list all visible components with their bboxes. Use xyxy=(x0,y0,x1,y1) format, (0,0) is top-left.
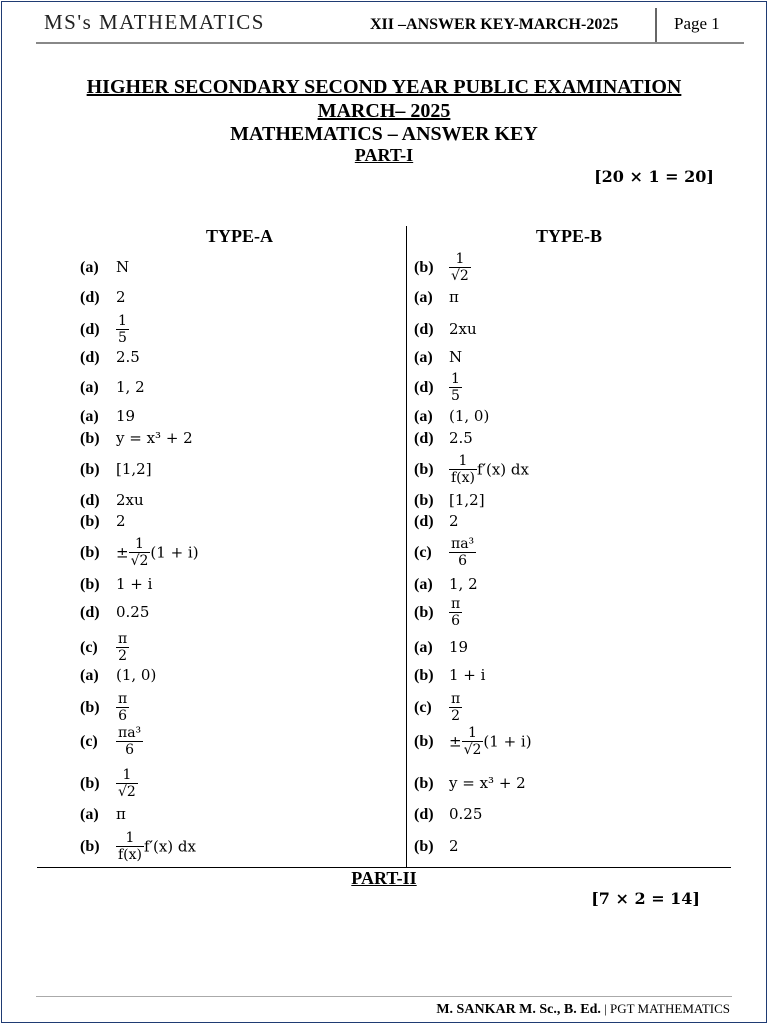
fraction-numerator: 1 xyxy=(122,767,132,783)
answer-value xyxy=(116,631,129,664)
answer-value: 2xu xyxy=(449,320,477,338)
answer-option-label: (a) xyxy=(414,408,433,425)
answer-value: 0.25 xyxy=(449,805,483,823)
answer-option-label: (b) xyxy=(80,513,100,530)
fraction-denominator: 5 xyxy=(118,330,127,346)
answer-option-label: (b) xyxy=(414,604,434,621)
answer-suffix: (1 + i) xyxy=(483,732,532,751)
answer-fraction xyxy=(449,596,462,629)
answer-value: 2.5 xyxy=(449,429,473,447)
answer-value xyxy=(449,596,462,629)
answer-value xyxy=(449,536,476,569)
part-one-marks: [20 × 1 = 20] xyxy=(594,167,714,186)
fraction-denominator: 5 xyxy=(451,388,460,404)
answer-value: 19 xyxy=(116,407,136,425)
answer-value: 1, 2 xyxy=(449,575,478,593)
answer-value: 19 xyxy=(449,638,469,656)
fraction-denominator: 6 xyxy=(449,552,476,569)
fraction-denominator: √2 xyxy=(463,742,482,758)
answer-option-label: (d) xyxy=(80,492,100,509)
answer-option-label: (b) xyxy=(80,838,100,855)
answer-value xyxy=(116,830,196,863)
fraction-numerator: π xyxy=(118,691,128,707)
answer-option-label: (a) xyxy=(414,639,433,656)
answer-value: (1, 0) xyxy=(116,666,157,684)
fraction-numerator: 1 xyxy=(458,453,468,469)
page-number: Page 1 xyxy=(674,14,720,33)
answer-value xyxy=(449,371,462,404)
exam-title: HIGHER SECONDARY SECOND YEAR PUBLIC EXAMINATION xyxy=(86,76,682,98)
answer-option-label: (d) xyxy=(414,806,434,823)
answer-option-label: (b) xyxy=(80,699,100,716)
column-divider xyxy=(406,226,407,868)
fraction-denominator: 6 xyxy=(116,707,129,724)
answer-option-label: (b) xyxy=(414,775,434,792)
footer xyxy=(436,1001,730,1018)
answer-option-label: (b) xyxy=(414,667,434,684)
fraction-numerator: πa³ xyxy=(451,536,475,552)
exam-session: MARCH– 2025 xyxy=(317,100,451,122)
fraction-numerator: 1 xyxy=(451,371,460,387)
fraction-denominator: √2 xyxy=(451,268,469,284)
footer-rule xyxy=(36,996,732,997)
answer-option-label: (d) xyxy=(80,349,100,366)
answer-fraction xyxy=(116,830,144,863)
subject-title: MATHEMATICS – ANSWER KEY xyxy=(230,123,538,145)
answer-option-label: (d) xyxy=(80,604,100,621)
answer-option-label: (a) xyxy=(80,408,99,425)
header-divider xyxy=(655,8,657,42)
answer-option-label: (c) xyxy=(80,733,98,750)
type-a-heading: TYPE-A xyxy=(206,226,273,246)
fraction-numerator: πa³ xyxy=(118,725,142,741)
answer-value xyxy=(116,691,129,724)
fraction-denominator: 2 xyxy=(449,707,462,724)
fraction-denominator: 6 xyxy=(116,741,143,758)
answer-option-label: (a) xyxy=(414,289,433,306)
fraction-numerator: 1 xyxy=(468,725,477,741)
answer-fraction xyxy=(116,691,129,724)
author-name: M. SANKAR M. Sc., B. Ed. xyxy=(436,1002,601,1017)
answer-option-label: (b) xyxy=(80,461,100,478)
fraction-numerator: π xyxy=(451,691,461,707)
answer-value: [1,2] xyxy=(449,491,485,509)
answer-value xyxy=(116,536,199,569)
answer-option-label: (b) xyxy=(414,733,434,750)
answer-fraction xyxy=(449,453,477,486)
answer-suffix: (1 + i) xyxy=(150,543,199,562)
answer-option-label: (a) xyxy=(414,576,433,593)
author-role: PGT MATHEMATICS xyxy=(609,1001,730,1016)
answer-fraction xyxy=(129,536,151,569)
answer-option-label: (d) xyxy=(414,321,434,338)
header-rule xyxy=(36,42,744,44)
answer-option-label: (a) xyxy=(414,349,433,366)
answer-fraction xyxy=(116,313,129,346)
answer-value xyxy=(449,725,532,758)
brand-title: MS's MATHEMATICS xyxy=(44,10,265,34)
answer-value: 0.25 xyxy=(116,603,150,621)
type-b-heading: TYPE-B xyxy=(536,226,603,246)
answer-option-label: (c) xyxy=(414,544,432,561)
answer-option-label: (b) xyxy=(414,838,434,855)
answer-value: 2xu xyxy=(116,491,144,509)
answer-value: y = x³ + 2 xyxy=(116,429,193,447)
answer-option-label: (c) xyxy=(414,699,432,716)
answer-value: 2 xyxy=(449,512,459,530)
answer-fraction xyxy=(449,691,462,724)
answer-value: y = x³ + 2 xyxy=(449,774,526,792)
answer-value xyxy=(116,313,129,346)
answer-value xyxy=(449,453,529,486)
answer-value: 2 xyxy=(449,837,459,855)
answer-option-label: (d) xyxy=(414,430,434,447)
answer-fraction xyxy=(116,725,143,758)
answer-option-label: (a) xyxy=(80,259,99,276)
answer-fraction xyxy=(116,767,138,800)
answer-option-label: (b) xyxy=(80,430,100,447)
answer-value: 2 xyxy=(116,288,126,306)
fraction-numerator: π xyxy=(118,631,128,647)
fraction-numerator: 1 xyxy=(118,313,127,329)
answer-option-label: (a) xyxy=(80,667,99,684)
answer-option-label: (c) xyxy=(80,639,98,656)
part-one-heading: PART-I xyxy=(354,145,414,165)
answer-value xyxy=(449,251,471,284)
answer-value: N xyxy=(449,348,463,366)
document-title: XII –ANSWER KEY-MARCH-2025 xyxy=(370,16,619,33)
answer-suffix: f′(x) dx xyxy=(477,460,529,479)
answer-prefix: ± xyxy=(449,732,462,751)
answer-value: N xyxy=(116,258,130,276)
answer-value: 2.5 xyxy=(116,348,140,366)
answer-suffix: f′(x) dx xyxy=(144,837,196,856)
answer-option-label: (d) xyxy=(80,321,100,338)
fraction-denominator: f(x) xyxy=(451,470,476,486)
answer-option-label: (b) xyxy=(414,259,434,276)
answer-value: 2 xyxy=(116,512,126,530)
answer-fraction xyxy=(462,725,484,758)
answer-option-label: (d) xyxy=(414,513,434,530)
fraction-denominator: √2 xyxy=(130,553,149,569)
fraction-numerator: 1 xyxy=(125,830,135,846)
footer-separator: | xyxy=(604,1001,607,1016)
answer-value xyxy=(116,725,143,758)
answer-option-label: (a) xyxy=(80,806,99,823)
part-two-marks: [7 × 2 = 14] xyxy=(591,889,700,908)
answer-option-label: (d) xyxy=(80,289,100,306)
fraction-denominator: f(x) xyxy=(118,847,143,863)
answer-option-label: (a) xyxy=(80,379,99,396)
answer-value xyxy=(449,691,462,724)
answer-value: (1, 0) xyxy=(449,407,490,425)
fraction-numerator: 1 xyxy=(455,251,465,267)
answer-option-label: (b) xyxy=(414,492,434,509)
answer-fraction xyxy=(116,631,129,664)
answer-option-label: (b) xyxy=(80,544,100,561)
answer-option-label: (b) xyxy=(414,461,434,478)
fraction-denominator: 6 xyxy=(449,612,462,629)
answer-value: π xyxy=(449,288,459,306)
fraction-numerator: 1 xyxy=(135,536,144,552)
fraction-denominator: 2 xyxy=(116,647,129,664)
answer-option-label: (b) xyxy=(80,576,100,593)
answer-prefix: ± xyxy=(116,543,129,562)
answer-value: 1 + i xyxy=(116,575,153,593)
answer-value xyxy=(116,767,138,800)
answer-value: π xyxy=(116,805,126,823)
answer-option-label: (d) xyxy=(414,379,434,396)
answer-option-label: (b) xyxy=(80,775,100,792)
answer-value: [1,2] xyxy=(116,460,152,478)
fraction-numerator: π xyxy=(451,596,461,612)
fraction-denominator: √2 xyxy=(118,784,136,800)
answer-fraction xyxy=(449,251,471,284)
part-two-heading: PART-II xyxy=(351,868,417,888)
answer-fraction xyxy=(449,371,462,404)
answer-fraction xyxy=(449,536,476,569)
answer-value: 1, 2 xyxy=(116,378,145,396)
answer-value: 1 + i xyxy=(449,666,486,684)
